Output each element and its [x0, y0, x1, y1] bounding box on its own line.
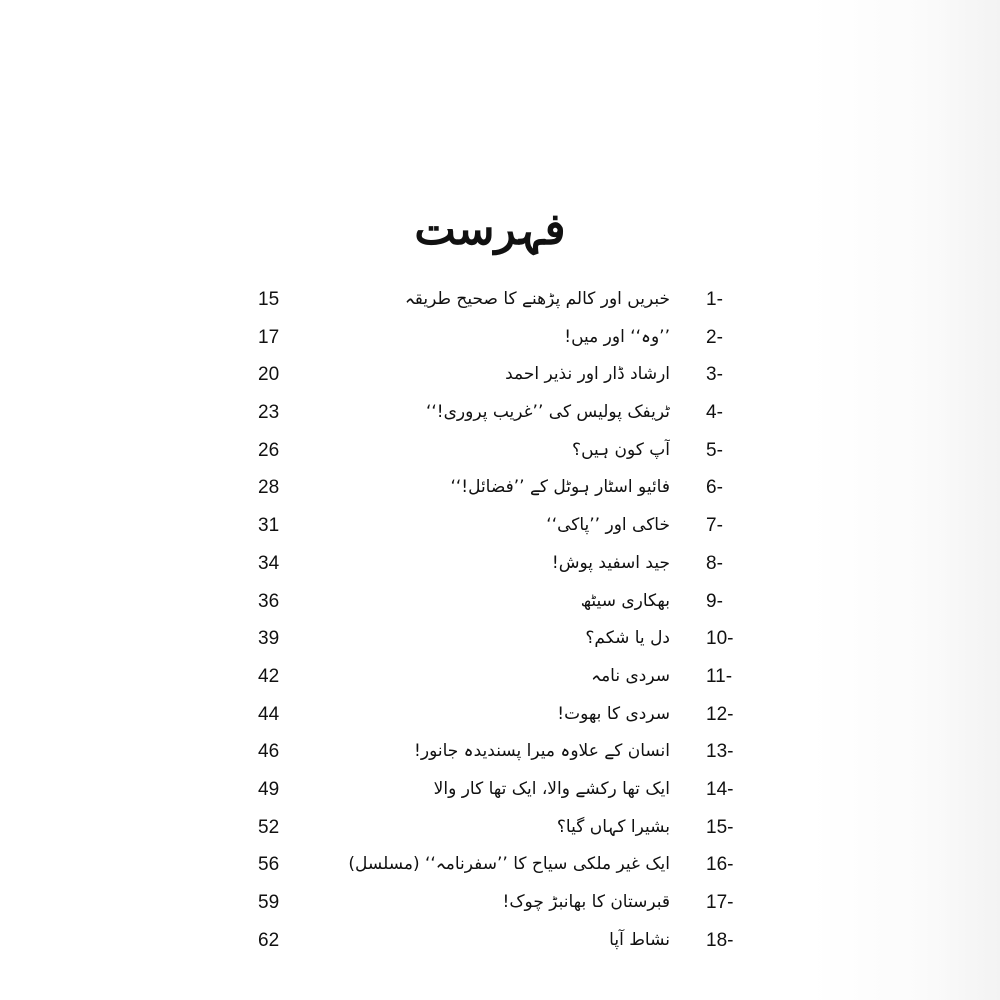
toc-entry-page: 26 — [258, 439, 280, 461]
toc-entry-number: 16- — [706, 854, 734, 876]
toc-entry-page: 42 — [258, 665, 280, 687]
toc-entry-title: سردی کا بھوت! — [557, 703, 670, 724]
toc-entry-title: ایک تھا رکشے والا، ایک تھا کار والا — [433, 778, 670, 799]
toc-entry — [0, 620, 1000, 658]
toc-entry-page: 34 — [258, 552, 280, 574]
toc-entry-page: 20 — [258, 364, 280, 386]
toc-entry-title: قبرستان کا بھانبڑ چوک! — [502, 892, 670, 912]
toc-entry-number: 6- — [706, 477, 723, 499]
toc-entry-number: 14- — [706, 778, 734, 800]
toc-entry-title: فائیو اسٹار ہوٹل کے ’’فضائل!‘‘ — [450, 477, 670, 498]
toc-entry-number: 12- — [706, 703, 734, 725]
toc-entry — [0, 394, 1000, 432]
toc-entry — [0, 432, 1000, 470]
toc-entry — [0, 545, 1000, 583]
toc-entry-number: 7- — [706, 515, 723, 537]
page-title: فہرست — [414, 204, 566, 255]
toc-entry-number: 3- — [706, 364, 723, 386]
toc-entry — [0, 658, 1000, 696]
toc-entry — [0, 771, 1000, 809]
toc-entry-page: 52 — [258, 816, 280, 838]
toc-entry — [0, 884, 1000, 922]
toc-entry-page: 15 — [258, 289, 280, 310]
toc-entry-number: 10- — [706, 628, 734, 650]
toc-entry — [0, 469, 1000, 507]
toc-entry-title: بھکاری سیٹھ — [580, 590, 670, 611]
toc-entry-title: آپ کون ہیں؟ — [572, 439, 670, 460]
toc-entry-title: ایک غیر ملکی سیاح کا ’’سفرنامہ‘‘ (مسلسل) — [348, 854, 670, 875]
toc-entry-title: انسان کے علاوہ میرا پسندیدہ جانور! — [414, 741, 670, 762]
toc-entry-title: ٹریفک پولیس کی ’’غریب پروری!‘‘ — [426, 402, 670, 423]
toc-entry — [0, 319, 1000, 357]
toc-entry-number: 17- — [706, 892, 734, 913]
toc-entry-number: 11- — [706, 665, 733, 687]
toc-entry-number: 9- — [706, 590, 723, 612]
toc-entry — [0, 809, 1000, 847]
toc-entry-title: ارشاد ڈار اور نذیر احمد — [505, 364, 670, 385]
toc-entry-title: سردی نامہ — [591, 665, 670, 686]
toc-entry-number: 13- — [706, 741, 734, 763]
toc-entry-number: 15- — [706, 816, 734, 838]
toc-entry — [0, 583, 1000, 621]
toc-entry-number: 2- — [706, 326, 723, 348]
toc-entry-page: 17 — [258, 326, 280, 348]
toc-entry-number: 18- — [706, 929, 734, 951]
toc-entry-number: 4- — [706, 402, 723, 424]
toc-entry — [0, 281, 1000, 319]
toc-entry-page: 59 — [258, 892, 280, 913]
toc-entry — [0, 922, 1000, 960]
toc-entry-page: 62 — [258, 929, 280, 951]
toc-entry-title: بشیرا کہاں گیا؟ — [556, 816, 670, 837]
toc-entry-page: 28 — [258, 477, 280, 499]
toc-entry — [0, 507, 1000, 545]
toc-entry-page: 56 — [258, 854, 280, 876]
toc-entry-page: 46 — [258, 741, 280, 763]
toc-entry-page: 31 — [258, 515, 280, 537]
toc-entry-page: 23 — [258, 402, 280, 424]
toc-entry — [0, 733, 1000, 771]
toc-entry-page: 49 — [258, 778, 280, 800]
toc-entry-page: 44 — [258, 703, 280, 725]
toc-entry-title: ’’وہ‘‘ اور میں! — [564, 326, 670, 347]
toc-entry-title: خبریں اور کالم پڑھنے کا صحیح طریقہ — [404, 289, 670, 309]
toc-entry-page: 39 — [258, 628, 280, 650]
toc-entry-number: 8- — [706, 552, 723, 574]
toc-entry-title: جید اسفید پوش! — [551, 552, 670, 573]
toc-entry-title: خاکی اور ’’پاکی‘‘ — [546, 515, 670, 536]
toc-entry-title: نشاط آپا — [609, 929, 670, 950]
toc-entry-number: 5- — [706, 439, 723, 461]
toc-entry-title: دل یا شکم؟ — [585, 628, 670, 649]
toc-entry-page: 36 — [258, 590, 280, 612]
toc-entry — [0, 846, 1000, 884]
table-of-contents — [0, 281, 1000, 959]
toc-entry — [0, 696, 1000, 734]
toc-entry — [0, 356, 1000, 394]
toc-entry-number: 1- — [706, 289, 723, 310]
